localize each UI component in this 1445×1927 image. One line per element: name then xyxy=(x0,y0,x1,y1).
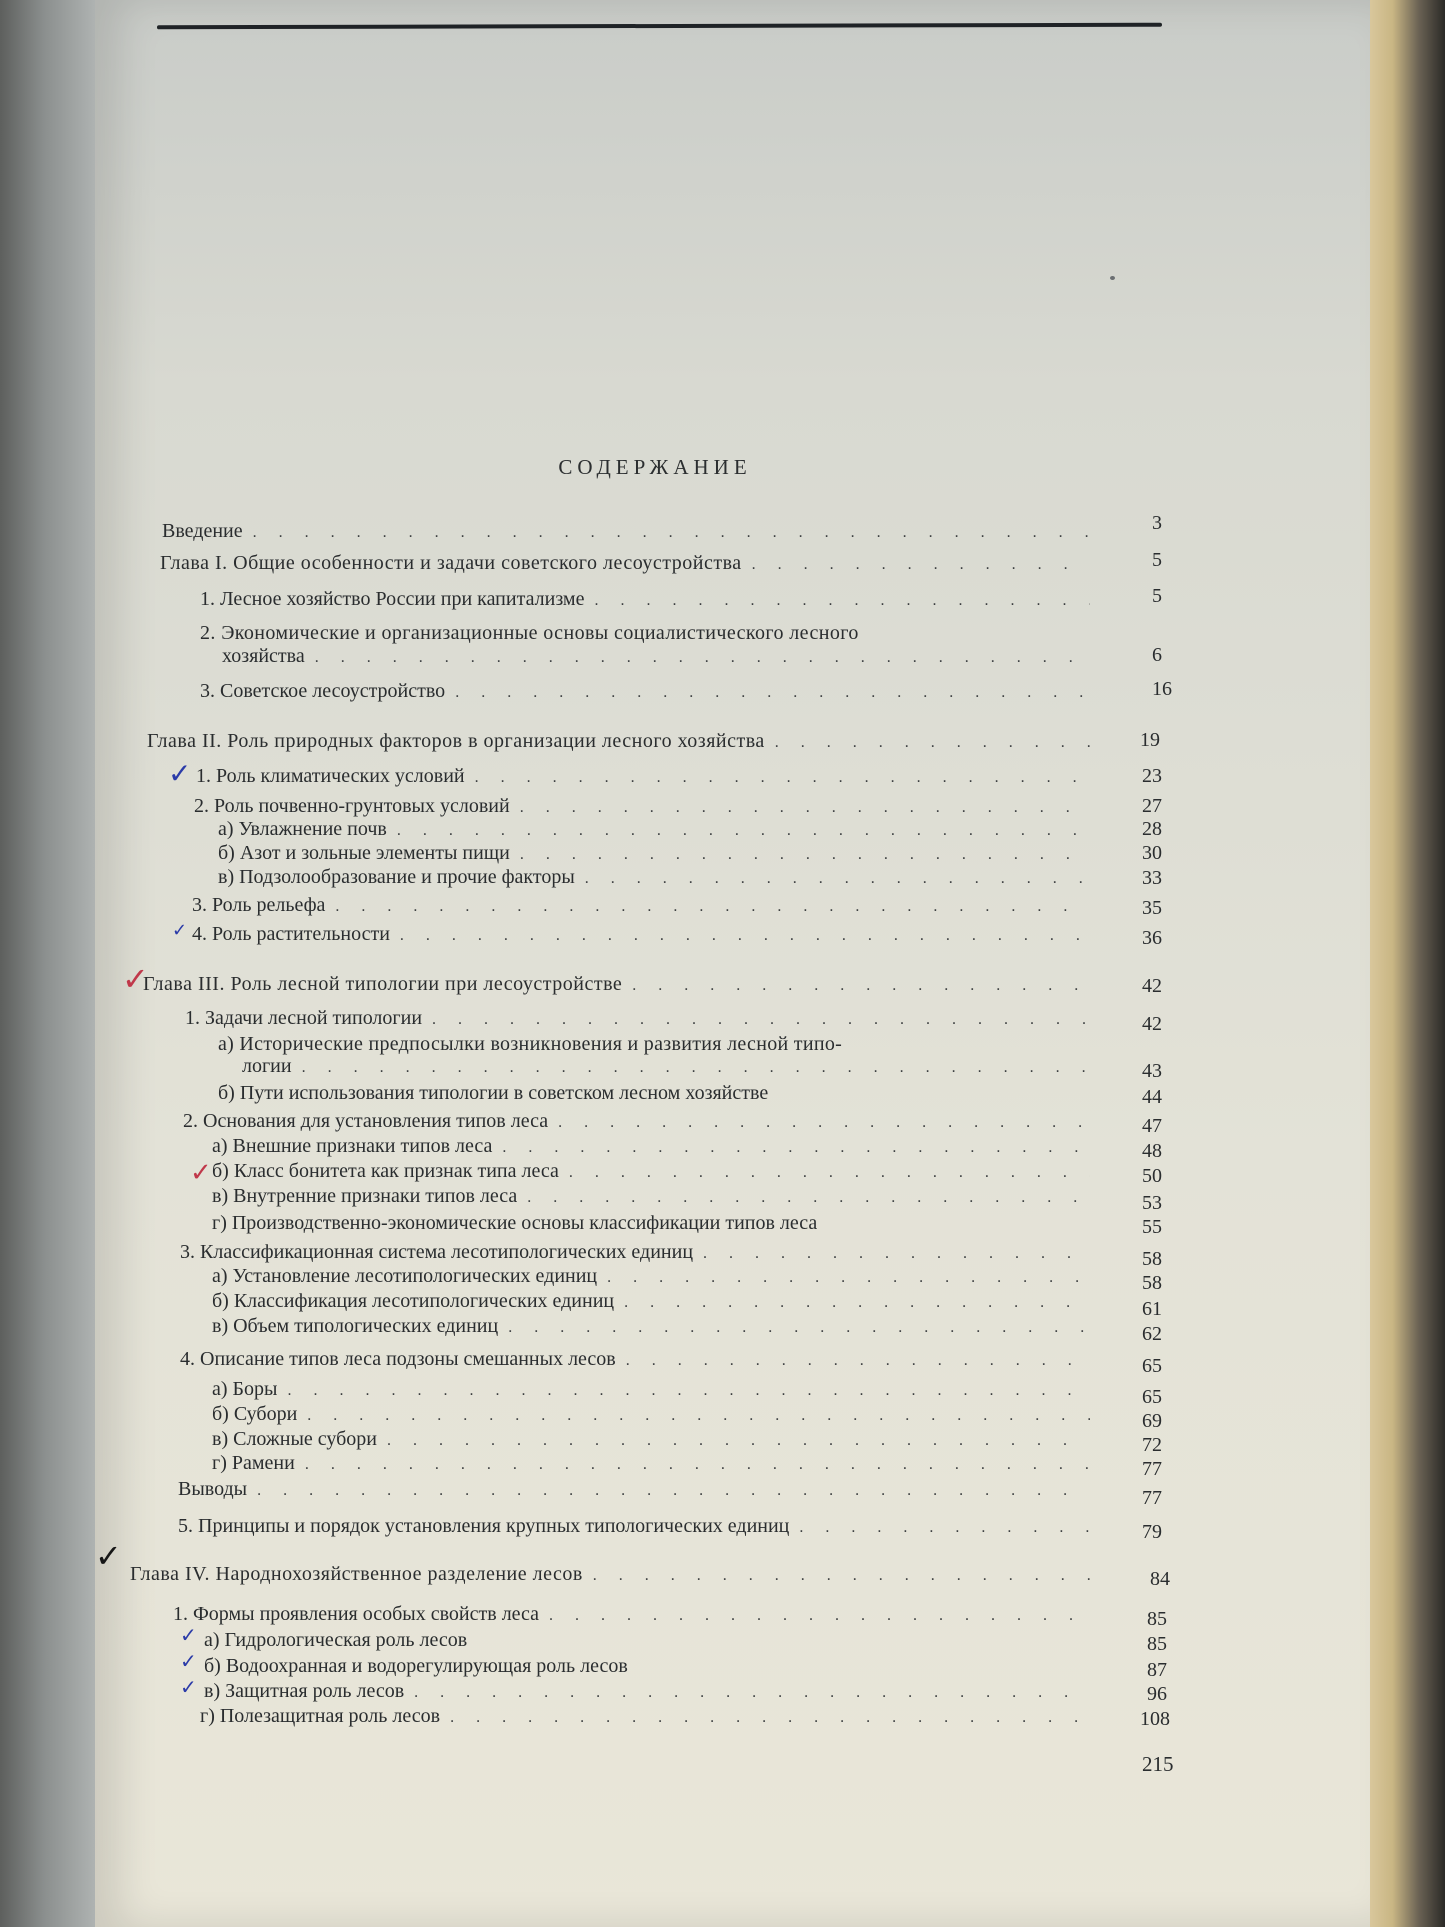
toc-entry[interactable] xyxy=(218,1082,1100,1108)
toc-entry[interactable] xyxy=(212,1403,1100,1429)
toc-entry-title: 3. Роль рельефа xyxy=(192,894,326,916)
toc-entry-title: б) Классификация лесотипологических единиц xyxy=(212,1290,615,1312)
toc-entry-page: 42 xyxy=(1142,975,1162,997)
toc-entry-title: Введение xyxy=(162,520,243,542)
blue-check-mark-icon: ✓ xyxy=(180,1649,197,1673)
toc-entry-page: 36 xyxy=(1142,927,1162,949)
toc-entry-title: а) Установление лесотипологических единиц xyxy=(212,1265,598,1287)
toc-entry-title: в) Подзолообразование и прочие факторы xyxy=(218,866,575,888)
toc-entry-page: 33 xyxy=(1142,867,1162,889)
dot-leader xyxy=(632,977,1090,995)
dot-leader xyxy=(520,799,1090,817)
toc-entry-page: 42 xyxy=(1142,1013,1162,1035)
toc-entry-page: 55 xyxy=(1142,1216,1162,1238)
toc-entry-page: 43 xyxy=(1142,1060,1162,1082)
page-number: 215 xyxy=(1142,1752,1174,1776)
dot-leader xyxy=(287,1382,1090,1400)
dot-leader xyxy=(799,1519,1090,1537)
toc-entry-page: 48 xyxy=(1142,1140,1162,1162)
dot-leader xyxy=(305,1456,1090,1474)
blue-check-mark-icon: ✓ xyxy=(180,1623,197,1647)
toc-entry[interactable] xyxy=(200,588,1100,614)
toc-entry-title: 3. Классификационная система лесотипологических единиц xyxy=(180,1241,694,1263)
toc-entry[interactable] xyxy=(222,645,1100,671)
toc-entry-page: 87 xyxy=(1147,1659,1167,1681)
toc-entry-page: 85 xyxy=(1147,1633,1167,1655)
toc-chapter-4[interactable] xyxy=(130,1563,1100,1589)
toc-entry-title: в) Внутренние признаки типов леса xyxy=(212,1185,518,1207)
toc-entry-title: б) Водоохранная и водорегулирующая роль лесов xyxy=(204,1655,628,1677)
red-check-mark-icon: ✓ xyxy=(190,1158,212,1188)
toc-entry-title: а) Гидрологическая роль лесов xyxy=(204,1629,468,1651)
toc-entry-title: 5. Принципы и порядок установления крупных типологических единиц xyxy=(178,1515,790,1537)
toc-entry-title: 2. Основания для установления типов леса xyxy=(183,1110,549,1132)
dot-leader xyxy=(315,649,1090,667)
dot-leader xyxy=(558,1114,1090,1132)
dot-leader xyxy=(594,592,1090,610)
dot-leader xyxy=(302,1059,1090,1077)
dot-leader xyxy=(432,1011,1090,1029)
toc-entry[interactable] xyxy=(200,1705,1100,1731)
toc-entry[interactable] xyxy=(204,1629,1100,1655)
toc-entry-page: 85 xyxy=(1147,1608,1167,1630)
toc-entry-page: 16 xyxy=(1152,678,1172,700)
toc-entry-title: б) Класс бонитета как признак типа леса xyxy=(212,1160,559,1182)
toc-entry-title: 2. Роль почвенно-грунтовых условий xyxy=(194,795,510,817)
dot-leader xyxy=(775,734,1090,752)
dot-leader xyxy=(624,1294,1090,1312)
red-check-mark-icon: ✓ xyxy=(122,960,149,998)
toc-entry-page: 28 xyxy=(1142,818,1162,840)
toc-entry[interactable] xyxy=(212,1378,1100,1404)
toc-entry-title: Глава III. Роль лесной типологии при лесоустройстве xyxy=(143,973,623,995)
toc-entry[interactable] xyxy=(218,842,1100,868)
toc-entry-page: 53 xyxy=(1142,1192,1162,1214)
toc-entry-title: 4. Описание типов леса подзоны смешанных лесов xyxy=(180,1348,616,1370)
toc-entry-title: г) Производственно-экономические основы классификации типов леса xyxy=(212,1212,818,1234)
toc-entry-title: б) Субори xyxy=(212,1403,298,1425)
dot-leader xyxy=(400,927,1090,945)
toc-entry-page: 72 xyxy=(1142,1434,1162,1456)
toc-entry-page: 50 xyxy=(1142,1165,1162,1187)
toc-entry-title: 1. Лесное хозяйство России при капитализме xyxy=(200,588,585,610)
toc-entry-title-cont: логии xyxy=(242,1055,292,1077)
blue-check-mark-icon: ✓ xyxy=(172,920,188,941)
toc-entry-title: в) Сложные субори xyxy=(212,1428,377,1450)
dot-leader xyxy=(335,898,1090,916)
toc-entry-page: 19 xyxy=(1140,729,1160,751)
toc-entry[interactable] xyxy=(173,1603,1100,1629)
dot-leader xyxy=(626,1352,1090,1370)
toc-chapter-3[interactable] xyxy=(143,973,1100,999)
toc-entry[interactable] xyxy=(204,1655,1100,1681)
page-edge xyxy=(1370,0,1445,1927)
toc-entry[interactable] xyxy=(204,1680,1100,1706)
toc-entry[interactable] xyxy=(185,1007,1100,1033)
toc-entry-page: 58 xyxy=(1142,1248,1162,1270)
toc-entry[interactable] xyxy=(212,1315,1100,1341)
toc-entry[interactable] xyxy=(212,1290,1100,1316)
toc-entry-page: 44 xyxy=(1142,1086,1162,1108)
toc-entry[interactable] xyxy=(212,1265,1100,1291)
toc-entry-page: 69 xyxy=(1142,1410,1162,1432)
toc-entry-page: 65 xyxy=(1142,1386,1162,1408)
toc-entry[interactable] xyxy=(200,680,1100,706)
toc-entry[interactable] xyxy=(218,818,1100,844)
toc-entry-page: 5 xyxy=(1152,585,1162,607)
dot-leader xyxy=(508,1319,1090,1337)
dot-leader xyxy=(475,769,1090,787)
toc-entry-title[interactable]: а) Исторические предпосылки возникновения и развития лесной типо- xyxy=(218,1033,843,1055)
ink-speck xyxy=(1110,276,1115,280)
toc-entry-title: Глава II. Роль природных факторов в организации лесного хозяйства xyxy=(147,730,765,752)
toc-entry-title: 1. Задачи лесной типологии xyxy=(185,1007,423,1029)
toc-entry-page: 108 xyxy=(1140,1708,1170,1730)
toc-entry[interactable] xyxy=(192,894,1100,920)
dot-leader xyxy=(450,1709,1090,1727)
dot-leader xyxy=(585,870,1090,888)
toc-entry-page: 77 xyxy=(1142,1458,1162,1480)
toc-heading: СОДЕРЖАНИЕ xyxy=(558,455,752,479)
toc-entry[interactable] xyxy=(212,1212,1100,1238)
toc-entry-page: 30 xyxy=(1142,842,1162,864)
toc-entry[interactable] xyxy=(218,866,1100,892)
toc-entry-title: а) Внешние признаки типов леса xyxy=(212,1135,493,1157)
blue-check-mark-icon: ✓ xyxy=(168,757,192,790)
toc-entry-page: 62 xyxy=(1142,1323,1162,1345)
black-check-mark-icon: ✓ xyxy=(95,1537,122,1575)
toc-entry-page: 23 xyxy=(1142,765,1162,787)
toc-entry-page: 5 xyxy=(1152,549,1162,571)
dot-leader xyxy=(607,1269,1090,1287)
toc-entry-title: г) Полезащитная роль лесов xyxy=(200,1705,441,1727)
toc-entry[interactable] xyxy=(212,1428,1100,1454)
toc-entry-title: 1. Роль климатических условий xyxy=(196,765,465,787)
toc-entry[interactable] xyxy=(180,1348,1100,1374)
toc-entry-title: а) Увлажнение почв xyxy=(218,818,387,840)
dot-leader xyxy=(397,822,1090,840)
toc-entry-page: 65 xyxy=(1142,1355,1162,1377)
dot-leader xyxy=(703,1245,1090,1263)
toc-entry[interactable] xyxy=(212,1160,1100,1186)
toc-entry-title: б) Пути использования типологии в советском лесном хозяйстве xyxy=(218,1082,769,1104)
toc-entry-page: 47 xyxy=(1142,1115,1162,1137)
toc-entry-page: 27 xyxy=(1142,795,1162,817)
toc-entry-title: в) Защитная роль лесов xyxy=(204,1680,405,1702)
toc-entry-title: г) Рамени xyxy=(212,1452,295,1474)
toc-entry-page: 77 xyxy=(1142,1487,1162,1509)
toc-entry-title: 4. Роль растительности xyxy=(192,923,390,945)
toc-entry[interactable] xyxy=(212,1185,1100,1211)
blue-check-mark-icon: ✓ xyxy=(180,1675,197,1699)
toc-entry-title: в) Объем типологических единиц xyxy=(212,1315,499,1337)
toc-entry-title: б) Азот и зольные элементы пищи xyxy=(218,842,510,864)
toc-entry-page: 96 xyxy=(1147,1683,1167,1705)
toc-entry-title: а) Боры xyxy=(212,1378,278,1400)
toc-entry[interactable] xyxy=(242,1055,1100,1081)
toc-entry-page: 79 xyxy=(1142,1521,1162,1543)
toc-entry-introduction[interactable] xyxy=(162,520,1102,546)
toc-entry[interactable] xyxy=(178,1478,1100,1504)
toc-entry[interactable] xyxy=(180,1241,1100,1267)
toc-entry[interactable] xyxy=(192,923,1100,949)
toc-entry[interactable] xyxy=(183,1110,1100,1136)
binding-shadow xyxy=(0,0,110,1927)
toc-entry-page: 58 xyxy=(1142,1272,1162,1294)
toc-entry[interactable] xyxy=(212,1452,1100,1478)
toc-entry[interactable] xyxy=(212,1135,1100,1161)
toc-entry-title: Выводы xyxy=(178,1478,248,1500)
dot-leader xyxy=(549,1607,1090,1625)
dot-leader xyxy=(257,1482,1090,1500)
toc-entry-page: 6 xyxy=(1152,644,1162,666)
toc-entry-page: 84 xyxy=(1150,1568,1170,1590)
dot-leader xyxy=(307,1407,1090,1425)
toc-entry-title: 3. Советское лесоустройство xyxy=(200,680,446,702)
dot-leader xyxy=(502,1139,1090,1157)
toc-entry-page: 3 xyxy=(1152,512,1162,534)
dot-leader xyxy=(569,1164,1090,1182)
dot-leader xyxy=(387,1432,1090,1450)
dot-leader xyxy=(520,846,1090,864)
dot-leader xyxy=(752,556,1090,574)
toc-entry-title: Глава I. Общие особенности и задачи советского лесоустройства xyxy=(160,552,742,574)
toc-entry-title[interactable]: 2. Экономические и организационные основы социалистического лесного xyxy=(200,622,859,644)
dot-leader xyxy=(527,1189,1090,1207)
toc-entry-page: 35 xyxy=(1142,897,1162,919)
toc-entry-title: Глава IV. Народнохозяйственное разделение лесов xyxy=(130,1563,583,1585)
toc-entry[interactable] xyxy=(178,1515,1100,1541)
dot-leader xyxy=(593,1567,1090,1585)
toc-entry-title-cont: хозяйства xyxy=(222,645,305,667)
dot-leader xyxy=(253,524,1092,542)
toc-chapter-2[interactable] xyxy=(147,730,1100,756)
dot-leader xyxy=(414,1684,1090,1702)
toc-entry-title: 1. Формы проявления особых свойств леса xyxy=(173,1603,540,1625)
toc-entry[interactable] xyxy=(196,765,1100,791)
toc-entry-page: 61 xyxy=(1142,1298,1162,1320)
toc-chapter-1[interactable] xyxy=(160,552,1100,578)
dot-leader xyxy=(455,684,1090,702)
